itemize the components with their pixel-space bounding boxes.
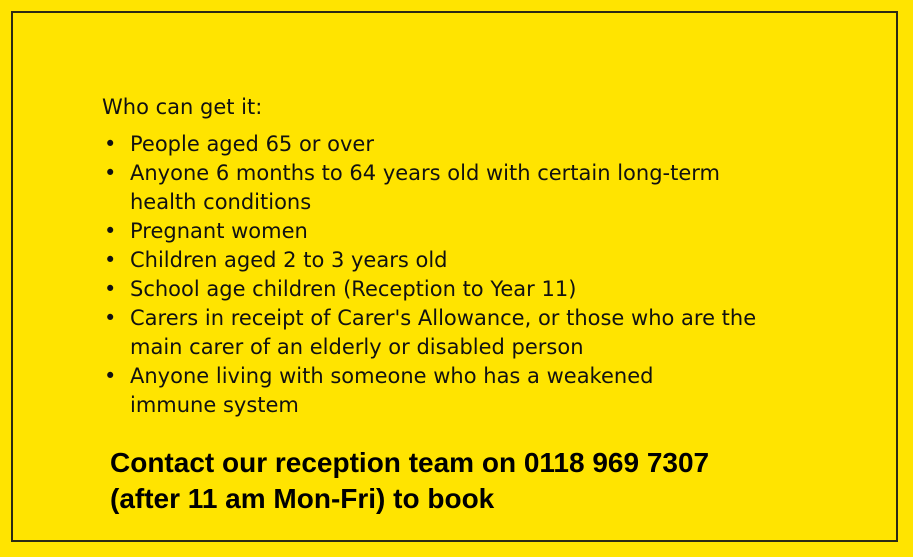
bullet-icon: • [104,277,117,301]
list-item-text: School age children (Reception to Year 11) [130,277,577,301]
list-item [102,130,822,159]
list-item [102,304,822,362]
list-item-text: Carers in receipt of Carer's Allowance, or those who are the [130,306,757,330]
contact-callout [110,445,870,517]
contact-line-hours: (after 11 am Mon-Fri) to book [110,483,495,514]
list-item [102,362,822,420]
bullet-icon: • [104,306,117,330]
list-item-text-cont: health conditions [130,190,312,214]
bullet-icon: • [104,248,117,272]
list-item-text-cont: immune system [130,393,299,417]
list-item-text-cont: main carer of an elderly or disabled person [130,335,584,359]
list-item-text: Anyone 6 months to 64 years old with certain long-term [130,161,720,185]
info-card [11,11,898,542]
bullet-icon: • [104,132,117,156]
bullet-icon: • [104,161,117,185]
list-item [102,159,822,217]
list-item-text: Anyone living with someone who has a weakened [130,364,654,388]
eligibility-list [102,130,822,420]
list-item [102,246,822,275]
list-item [102,217,822,246]
intro-heading: Who can get it: [102,95,263,119]
bullet-icon: • [104,364,117,388]
list-item-text: People aged 65 or over [130,132,374,156]
list-item [102,275,822,304]
bullet-icon: • [104,219,117,243]
list-item-text: Children aged 2 to 3 years old [130,248,448,272]
contact-line-phone: Contact our reception team on 0118 969 7307 [110,447,710,478]
list-item-text: Pregnant women [130,219,308,243]
